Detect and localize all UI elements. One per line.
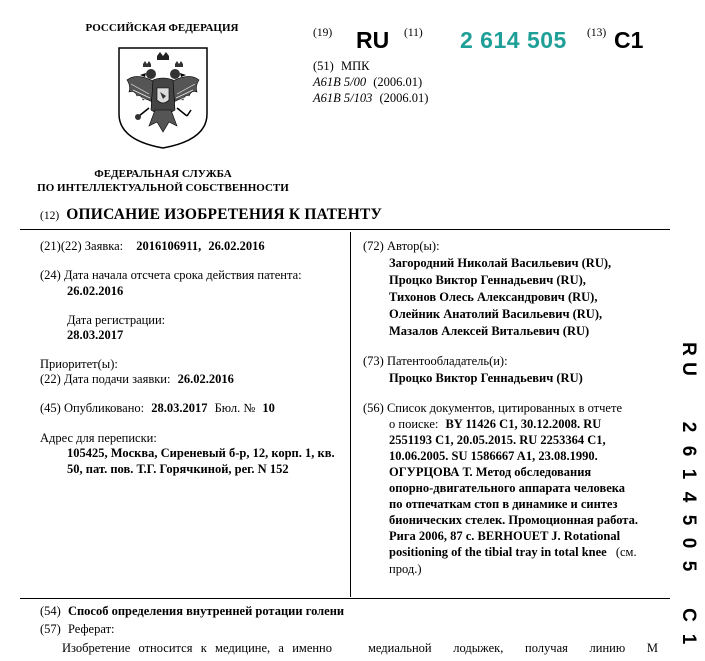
title-code: (54) — [40, 604, 61, 618]
side-char: 5 — [678, 514, 699, 526]
holder-code: (73) — [363, 354, 384, 368]
references-continued: (см. — [615, 545, 637, 559]
references-end: прод.) — [389, 562, 422, 576]
ipc-entry — [313, 75, 422, 90]
side-char: C — [678, 608, 699, 622]
title-divider — [20, 229, 670, 230]
published-row — [40, 401, 275, 416]
reference-text: бионических стелек. Промоционная работа. — [389, 513, 638, 527]
priority-label: Приоритет(ы): — [40, 357, 118, 371]
side-char: 2 — [678, 421, 699, 433]
address-line: 50, пат. пов. Т.Г. Горячкиной, рег. N 152 — [67, 462, 289, 476]
country-code: RU — [356, 27, 390, 53]
registration-label: Дата регистрации: — [67, 313, 166, 327]
abstract-label: Реферат: — [67, 622, 115, 636]
ipc-version: (2006.01) — [379, 91, 429, 105]
code-19: (19) — [313, 27, 333, 39]
reference-text: 10.06.2005. SU 1586667 A1, 23.08.1990. — [389, 449, 598, 463]
authors-code: (72) — [363, 239, 384, 253]
abstract-heading — [40, 622, 115, 637]
side-char: 1 — [678, 468, 699, 480]
published-date: 28.03.2017 — [151, 401, 208, 415]
address-line: 105425, Москва, Сиреневый б-р, 12, корп. 1, кв. — [67, 446, 335, 460]
ipc-label: МПК — [340, 59, 370, 73]
application-label: Заявка: — [84, 239, 124, 253]
author-name: Тихонов Олесь Александрович (RU), — [389, 290, 598, 304]
reference-text: Рига 2006, 87 с. BERHOUET J. Rotational — [389, 529, 621, 543]
references-heading — [363, 401, 622, 416]
holder-heading — [363, 354, 508, 369]
references-first-line — [389, 417, 601, 432]
author-name: Олейник Анатолий Васильевич (RU), — [389, 307, 603, 321]
abstract-text-left: Изобретение относится к медицине, а именно — [62, 641, 332, 655]
side-char: R — [678, 342, 699, 356]
authors-heading — [363, 239, 440, 254]
author-name: Мазалов Алексей Витальевич (RU) — [389, 324, 590, 338]
coat-of-arms-icon — [117, 46, 209, 150]
application-number: 2016106911, — [136, 239, 202, 253]
ipc-version: (2006.01) — [373, 75, 423, 89]
invention-title-row — [40, 604, 344, 619]
reference-text: 2551193 C1, 20.05.2015. RU 2253364 C1, — [389, 433, 606, 447]
references-last-line — [389, 545, 637, 560]
abstract-text-right: медиальной лодыжек, получая линию М — [368, 641, 658, 655]
agency-name-line1: ФЕДЕРАЛЬНАЯ СЛУЖБА — [94, 168, 232, 180]
ipc-class: A61B 5/00 — [313, 75, 367, 89]
reference-text: ОГУРЦОВА Т. Метод обследования — [389, 465, 592, 479]
ipc-class: A61B 5/103 — [313, 91, 373, 105]
term-label: Дата начала отсчета срока действия патента: — [63, 268, 302, 282]
published-label: Опубликовано: — [63, 401, 145, 415]
holder-name: Процко Виктор Геннадьевич (RU) — [389, 371, 583, 385]
code-12: (12) — [40, 210, 60, 222]
published-code: (45) — [40, 401, 61, 415]
column-divider — [350, 232, 351, 597]
registration-value: 28.03.2017 — [67, 328, 124, 342]
filing-date: 26.02.2016 — [177, 372, 234, 386]
kind-code: C1 — [614, 27, 644, 53]
reference-text: positioning of the tibial tray in total knee — [389, 545, 607, 559]
application-code: (21)(22) — [40, 239, 82, 253]
side-char: 4 — [678, 491, 699, 503]
term-code: (24) — [40, 268, 61, 282]
filing-label: Дата подачи заявки: — [63, 372, 171, 386]
application-row — [40, 239, 265, 254]
code-51: (51) — [313, 59, 334, 73]
side-char: U — [678, 362, 699, 376]
code-11: (11) — [404, 27, 423, 39]
application-date: 26.02.2016 — [208, 239, 265, 253]
coat-of-arms-emblem — [117, 46, 209, 150]
patent-number: 2 614 505 — [460, 27, 567, 53]
author-name: Загородний Николай Васильевич (RU), — [389, 256, 612, 270]
filing-code: (22) — [40, 372, 61, 386]
holder-label: Патентообладатель(и): — [386, 354, 508, 368]
invention-title: Способ определения внутренней ротации голени — [67, 604, 345, 618]
reference-text: по отпечаткам стоп в динамике и синтез — [389, 497, 618, 511]
abstract-code: (57) — [40, 622, 61, 636]
term-row — [40, 268, 302, 283]
authors-label: Автор(ы): — [386, 239, 440, 253]
references-code: (56) — [363, 401, 384, 415]
agency-name-line2: ПО ИНТЕЛЛЕКТУАЛЬНОЙ СОБСТВЕННОСТИ — [37, 182, 289, 194]
ipc-entry — [313, 91, 428, 106]
filing-row — [40, 372, 234, 387]
address-label: Адрес для переписки: — [40, 431, 157, 445]
references-label: Список документов, цитированных в отчете — [386, 401, 622, 415]
bulletin-label: Бюл. № — [214, 401, 256, 415]
document-title-row — [40, 206, 382, 224]
author-name: Процко Виктор Геннадьевич (RU), — [389, 273, 586, 287]
side-char: 5 — [678, 560, 699, 572]
reference-text: опорно-двигательного аппарата человека — [389, 481, 626, 495]
bottom-divider — [20, 598, 670, 599]
document-title: ОПИСАНИЕ ИЗОБРЕТЕНИЯ К ПАТЕНТУ — [66, 206, 383, 223]
references-label2: о поиске: — [389, 417, 439, 431]
side-char: 1 — [678, 633, 699, 645]
ipc-heading — [313, 59, 369, 74]
term-value: 26.02.2016 — [67, 284, 124, 298]
bulletin-number: 10 — [262, 401, 275, 415]
side-char: 0 — [678, 537, 699, 549]
code-13: (13) — [587, 27, 607, 39]
country-name: РОССИЙСКАЯ ФЕДЕРАЦИЯ — [85, 22, 239, 34]
side-char: 6 — [678, 445, 699, 457]
reference-text: BY 11426 C1, 30.12.2008. RU — [445, 417, 602, 431]
